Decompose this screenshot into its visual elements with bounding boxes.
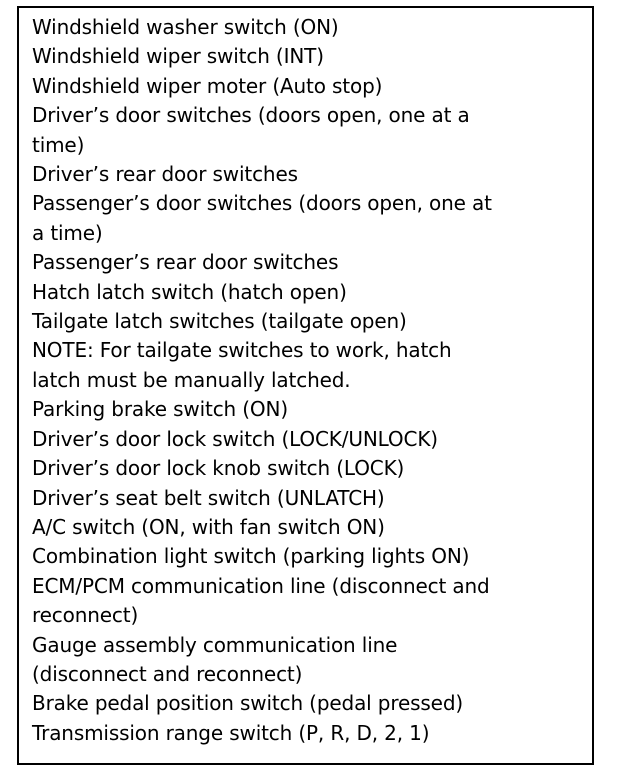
list-item: Windshield wiper switch (INT) <box>32 44 324 69</box>
list-item: Parking brake switch (ON) <box>32 397 288 422</box>
list-item: Brake pedal position switch (pedal pressed) <box>32 691 464 716</box>
switch-list <box>19 8 592 748</box>
list-item: Driver’s door switches (doors open, one at a <box>32 103 470 128</box>
list-item: reconnect) <box>32 603 139 628</box>
list-item: (disconnect and reconnect) <box>32 661 303 686</box>
list-item: Windshield wiper moter (Auto stop) <box>32 73 383 98</box>
list-item: ECM/PCM communication line (disconnect and <box>32 573 490 598</box>
list-item: time) <box>32 132 85 157</box>
list-item: Hatch latch switch (hatch open) <box>32 279 347 304</box>
list-item: Driver’s rear door switches <box>32 162 298 187</box>
list-item: Gauge assembly communication line <box>32 632 398 657</box>
list-item: Windshield washer switch (ON) <box>32 15 339 39</box>
list-item: Combination light switch (parking lights ON) <box>32 544 470 569</box>
list-item: Passenger’s door switches (doors open, one at <box>32 191 492 216</box>
list-item: Tailgate latch switches (tailgate open) <box>32 309 407 334</box>
list-item: Driver’s seat belt switch (UNLATCH) <box>32 485 385 510</box>
list-item: Passenger’s rear door switches <box>32 250 339 275</box>
note-line: latch must be manually latched. <box>32 367 351 392</box>
list-item: a time) <box>32 220 103 245</box>
list-item: Transmission range switch (P, R, D, 2, 1) <box>32 720 430 745</box>
note-line: NOTE: For tailgate switches to work, hatch <box>32 338 452 363</box>
document-box <box>17 6 594 765</box>
list-item: A/C switch (ON, with fan switch ON) <box>32 514 385 539</box>
list-item: Driver’s door lock switch (LOCK/UNLOCK) <box>32 426 438 451</box>
list-item: Driver’s door lock knob switch (LOCK) <box>32 456 405 481</box>
